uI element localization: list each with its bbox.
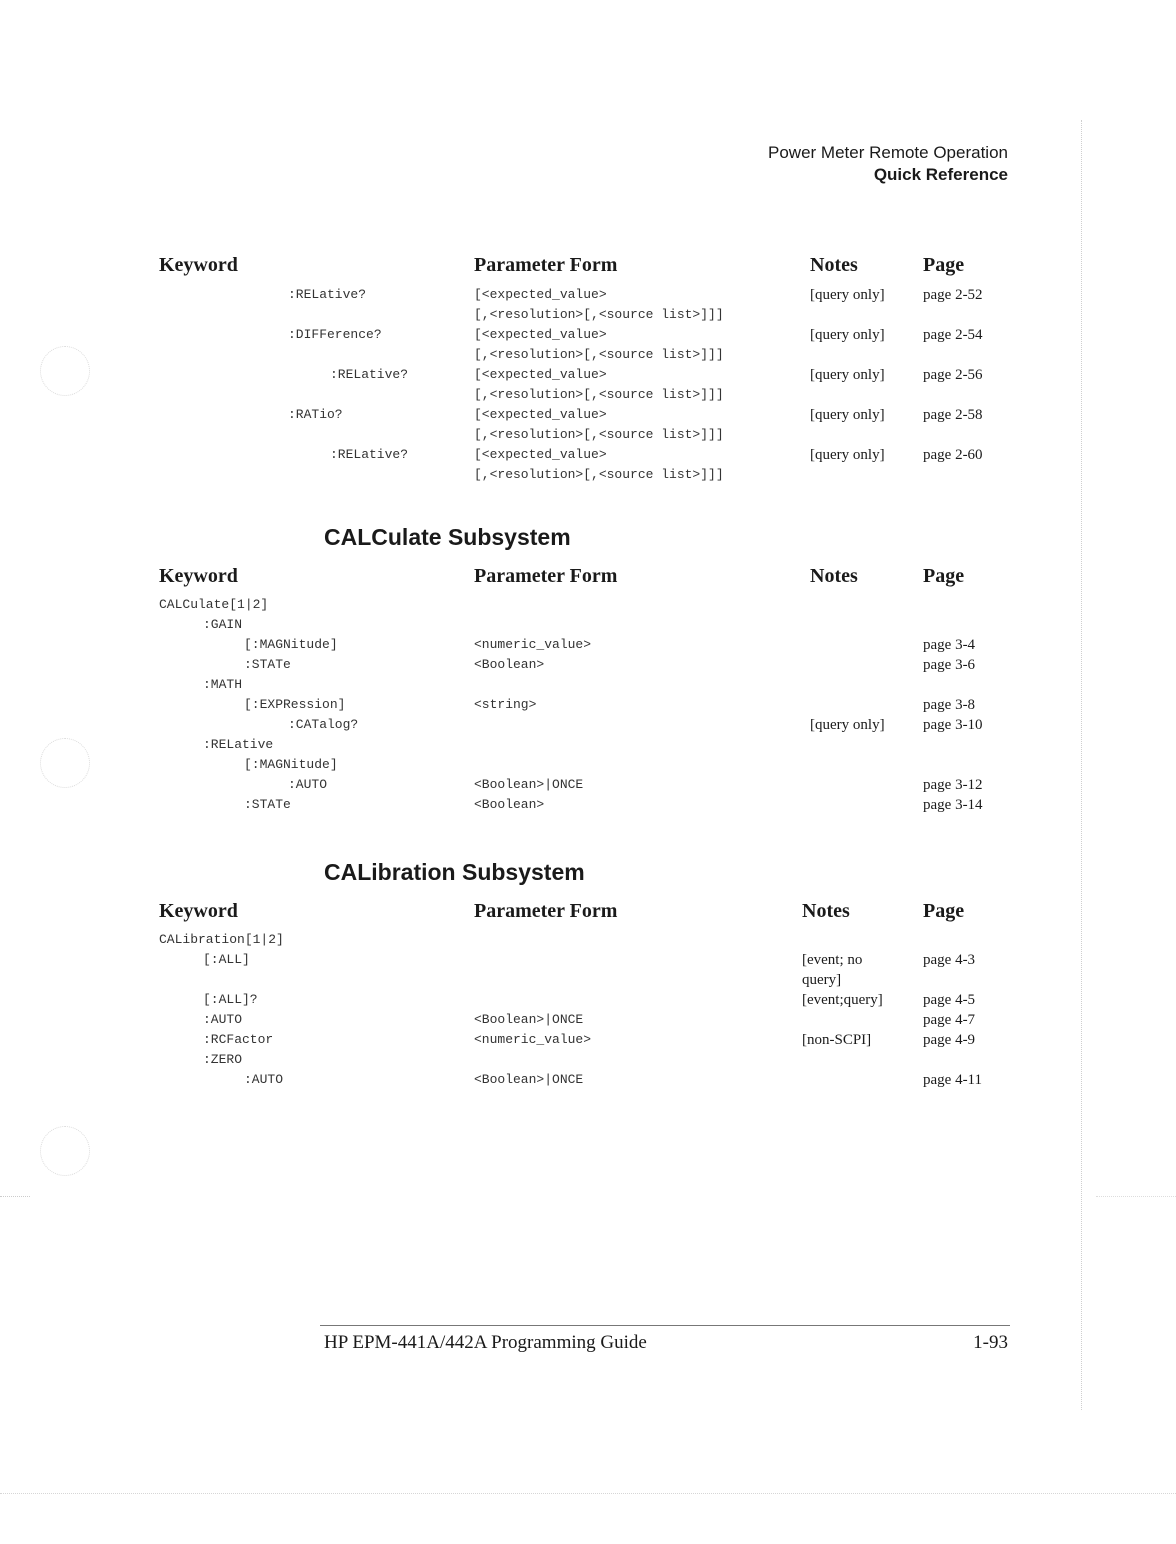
table-row [0,695,1176,715]
keyword-cell: :DIFFerence? [288,327,382,342]
notes-cell: [query only] [810,717,885,733]
table-row [0,595,1176,615]
parameter-cell: [<expected_value> [474,407,607,422]
header-title: Power Meter Remote Operation [768,143,1008,162]
keyword-cell: :MATH [203,677,243,692]
table-row [0,655,1176,675]
keyword-cell: [:MAGNitude] [244,637,338,652]
scan-edge-left [0,1196,30,1197]
keyword-cell: :RELative [203,737,274,752]
table-row [0,1070,1176,1090]
keyword-cell: :RATio? [288,407,343,422]
calculate-title: CALCulate Subsystem [324,524,571,550]
col-keyword: Keyword [159,254,238,276]
keyword-cell: :AUTO [244,1072,284,1087]
page-cell: page 3-8 [923,697,976,713]
col-keyword: Keyword [159,565,238,587]
col-page: Page [923,254,965,276]
col-parameter-form: Parameter Form [474,565,618,587]
scan-edge [0,1493,1176,1494]
table-row [0,325,1176,345]
keyword-cell: :RELative? [288,287,367,302]
scan-edge-right [1096,1196,1176,1197]
table-row [0,305,1176,325]
parameter-cell: <string> [474,697,537,712]
table-row [0,775,1176,795]
table-row [0,445,1176,465]
keyword-cell: :AUTO [203,1012,243,1027]
table-row [0,990,1176,1010]
page-cell: page 3-4 [923,637,976,653]
parameter-cell: [<expected_value> [474,447,607,462]
col-notes: Notes [810,565,858,587]
page-cell: page 2-52 [923,287,983,303]
table-row [0,615,1176,635]
keyword-cell: :RELative? [330,367,409,382]
table-row [0,1010,1176,1030]
table-row [0,795,1176,815]
keyword-cell: :CATalog? [288,717,359,732]
table-row [0,930,1176,950]
notes-cell: [query only] [810,367,885,383]
keyword-cell: [:MAGNitude] [244,757,338,772]
notes-cell: [non-SCPI] [802,1032,872,1048]
table-row [0,950,1176,970]
notes-cell: [query only] [810,287,885,303]
parameter-cell: [,<resolution>[,<source list>]]] [474,467,724,482]
parameter-cell: <Boolean>|ONCE [474,1072,584,1087]
page-cell: page 4-5 [923,992,976,1008]
page-cell: page 3-6 [923,657,976,673]
parameter-cell: <numeric_value> [474,1032,592,1047]
table-row [0,735,1176,755]
parameter-cell: <Boolean> [474,797,545,812]
table-row [0,405,1176,425]
parameter-cell: <Boolean> [474,657,545,672]
col-page: Page [923,900,965,922]
table-row [0,465,1176,485]
page-cell: page 4-11 [923,1072,983,1088]
table-row [0,970,1176,990]
table-row [0,385,1176,405]
table-row [0,285,1176,305]
table-row [0,755,1176,775]
punch-hole [40,1126,90,1176]
notes-cell: [query only] [810,407,885,423]
page-cell: page 2-56 [923,367,983,383]
parameter-cell: [,<resolution>[,<source list>]]] [474,307,724,322]
page-cell: page 2-58 [923,407,983,423]
page-cell: page 4-3 [923,952,976,968]
parameter-cell: [,<resolution>[,<source list>]]] [474,387,724,402]
parameter-cell: <Boolean>|ONCE [474,1012,584,1027]
parameter-cell: <numeric_value> [474,637,592,652]
col-parameter-form: Parameter Form [474,254,618,276]
keyword-cell: :GAIN [203,617,243,632]
parameter-cell: [<expected_value> [474,287,607,302]
calibration-title: CALibration Subsystem [324,859,585,885]
notes-cell: [event;query] [802,992,883,1008]
footer-guide-title: HP EPM-441A/442A Programming Guide [324,1332,647,1353]
parameter-cell: [,<resolution>[,<source list>]]] [474,347,724,362]
notes-cell: query] [802,972,842,988]
col-notes: Notes [802,900,850,922]
keyword-cell: [:ALL] [203,952,250,967]
keyword-cell: :RELative? [330,447,409,462]
keyword-cell: CALibration[1|2] [159,932,284,947]
keyword-cell: :AUTO [288,777,328,792]
header-subtitle: Quick Reference [873,165,1008,184]
keyword-cell: :STATe [244,797,291,812]
page-cell: page 3-10 [923,717,983,733]
keyword-cell: CALCulate[1|2] [159,597,269,612]
table-row [0,1050,1176,1070]
parameter-cell: <Boolean>|ONCE [474,777,584,792]
table-row [0,715,1176,735]
keyword-cell: [:EXPRession] [244,697,346,712]
keyword-cell: :ZERO [203,1052,243,1067]
table-row [0,1030,1176,1050]
notes-cell: [query only] [810,447,885,463]
table-row [0,425,1176,445]
parameter-cell: [,<resolution>[,<source list>]]] [474,427,724,442]
col-keyword: Keyword [159,900,238,922]
notes-cell: [query only] [810,327,885,343]
table-row [0,345,1176,365]
notes-cell: [event; no [802,952,863,968]
col-page: Page [923,565,965,587]
running-header [768,142,1008,186]
col-parameter-form: Parameter Form [474,900,618,922]
page-cell: page 2-54 [923,327,983,343]
col-notes: Notes [810,254,858,276]
keyword-cell: :RCFactor [203,1032,274,1047]
page-cell: page 2-60 [923,447,983,463]
keyword-cell: :STATe [244,657,291,672]
keyword-cell: [:ALL]? [203,992,258,1007]
page-cell: page 4-9 [923,1032,976,1048]
page-cell: page 3-12 [923,777,983,793]
table-row [0,635,1176,655]
table-row [0,675,1176,695]
footer-rule [320,1325,1010,1326]
footer-page-number: 1-93 [973,1332,1008,1353]
parameter-cell: [<expected_value> [474,327,607,342]
table-row [0,365,1176,385]
parameter-cell: [<expected_value> [474,367,607,382]
page-cell: page 3-14 [923,797,983,813]
page-cell: page 4-7 [923,1012,976,1028]
